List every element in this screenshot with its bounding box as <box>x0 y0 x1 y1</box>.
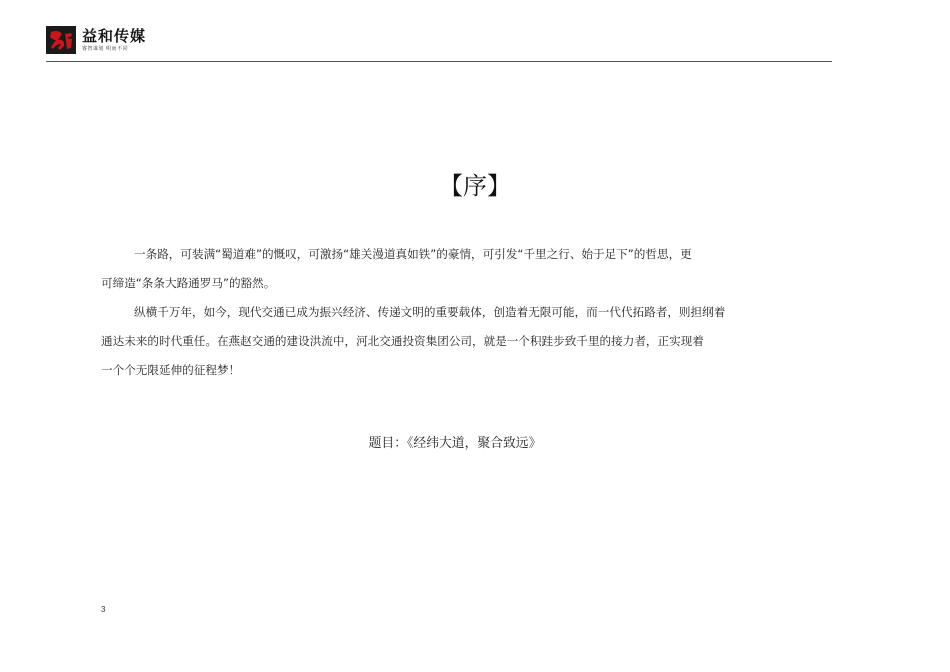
brand-name: 益和传媒 <box>82 26 147 45</box>
preface-body <box>101 240 791 385</box>
header-divider <box>46 61 832 62</box>
brand-logo-icon <box>46 26 76 54</box>
paragraph-2 <box>101 298 791 385</box>
paragraph-line: 可缔造“条条大路通罗马”的豁然。 <box>101 276 276 290</box>
paragraph-line: 一条路，可装满“蜀道难”的慨叹，可激扬“雄关漫道真如铁”的豪情，可引发“千里之行、始于足下”的哲思，更 <box>134 247 692 261</box>
brand-slogan: 睿智谋划 明而不同 <box>82 45 129 52</box>
logo-text <box>82 28 146 53</box>
paragraph-line: 通达未来的时代重任。在燕赵交通的建设洪流中，河北交通投资集团公司，就是一个积跬步致千里的接力者，正实现着 <box>101 334 704 348</box>
paragraph-line: 纵横千万年，如今，现代交通已成为振兴经济、传递文明的重要载体，创造着无限可能，而一代代拓路者，则担纲着 <box>134 305 726 319</box>
header-logo <box>46 26 146 54</box>
paragraph-line: 一个个无限延伸的征程梦！ <box>101 363 241 377</box>
section-title: 【序】 <box>439 172 511 200</box>
paragraph-1 <box>101 240 791 298</box>
page-number: 3 <box>101 605 106 614</box>
subject-title: 题目：《经纬大道，聚合致远》 <box>368 436 542 451</box>
